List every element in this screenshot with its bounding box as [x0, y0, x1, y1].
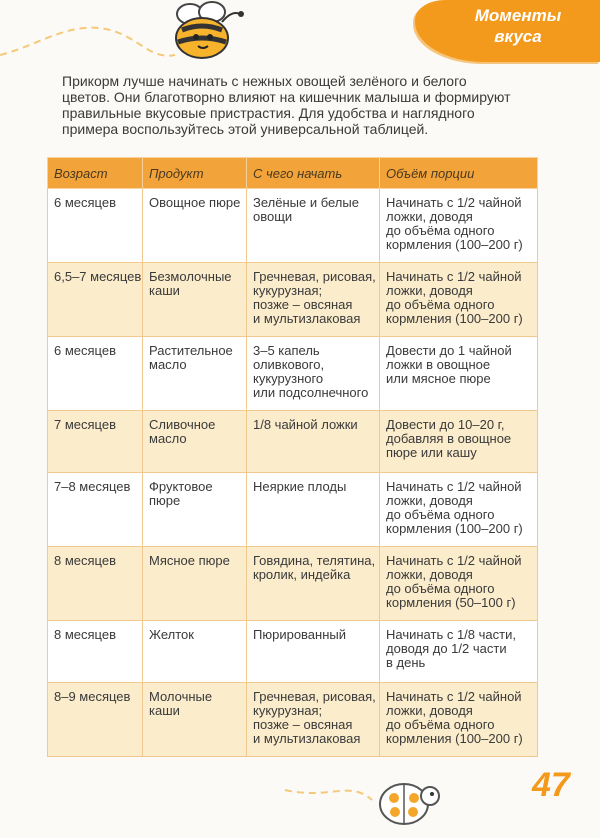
cell-portion-text: кормления (100–200 г) [386, 237, 523, 252]
cell-start-text: позже – овсяная [253, 717, 353, 732]
cell-age-text: 6,5–7 месяцев [54, 269, 142, 284]
cell-portion-text: в день [386, 655, 426, 670]
cell-portion-text: Начинать с 1/2 чайной [386, 479, 522, 494]
cell-product-text: Сливочное [149, 417, 216, 432]
cell-portion-text: ложки в овощное [386, 357, 491, 372]
cell-product-text: каши [149, 703, 180, 718]
cell-age [48, 547, 143, 621]
cell-age-text: 7 месяцев [54, 417, 116, 432]
cell-product-text: масло [149, 357, 187, 372]
cell-age [48, 473, 143, 547]
cell-portion-text: Начинать с 1/2 чайной [386, 553, 522, 568]
cell-age [48, 337, 143, 411]
cell-portion-text: кормления (100–200 г) [386, 521, 523, 536]
cell-product-text: масло [149, 431, 187, 446]
cell-start-text: или подсолнечного [253, 385, 369, 400]
header-start: С чего начать [247, 158, 380, 189]
cell-portion-text: Начинать с 1/2 чайной [386, 269, 522, 284]
cell-portion [380, 621, 538, 683]
cell-start [247, 337, 380, 411]
cell-age-text: 7–8 месяцев [54, 479, 131, 494]
feeding-table [47, 157, 538, 757]
cell-portion-text: кормления (50–100 г) [386, 595, 516, 610]
table-header-row [48, 158, 538, 189]
cell-portion-text: добавляя в овощное [386, 431, 512, 446]
cell-portion-text: до объёма одного [386, 581, 495, 596]
cell-portion-text: до объёма одного [386, 297, 495, 312]
cell-start [247, 263, 380, 337]
cell-start-text: и мультизлаковая [253, 731, 361, 746]
cell-portion-text: Довести до 10–20 г, [386, 417, 505, 432]
cell-product-text: Желток [149, 627, 194, 642]
ladybug-icon [372, 770, 442, 830]
cell-product-text: пюре [149, 493, 181, 508]
cell-portion [380, 189, 538, 263]
cell-portion-text: до объёма одного [386, 717, 495, 732]
intro-line: Прикорм лучше начинать с нежных овощей зелёного и белого [62, 73, 467, 89]
cell-start [247, 473, 380, 547]
cell-start-text: кролик, индейка [253, 567, 351, 582]
cell-portion-text: ложки, доводя [386, 567, 473, 582]
cell-start-text: позже – овсяная [253, 297, 353, 312]
cell-product-text: Растительное [149, 343, 233, 358]
cell-portion-text: или мясное пюре [386, 371, 491, 386]
cell-start-text: и мультизлаковая [253, 311, 361, 326]
cell-portion [380, 337, 538, 411]
cell-portion-text: кормления (100–200 г) [386, 311, 523, 326]
table-row [48, 411, 538, 473]
cell-start-text: овощи [253, 209, 293, 224]
cell-portion [380, 683, 538, 757]
badge-title-line2: вкуса [494, 27, 542, 46]
section-badge [415, 0, 600, 62]
table-row [48, 473, 538, 547]
cell-product-text: Молочные [149, 689, 213, 704]
cell-age-text: 8 месяцев [54, 553, 116, 568]
cell-portion-text: ложки, доводя [386, 703, 473, 718]
cell-age [48, 621, 143, 683]
cell-age-text: 6 месяцев [54, 195, 116, 210]
cell-product [143, 263, 247, 337]
cell-portion-text: до объёма одного [386, 223, 495, 238]
cell-age [48, 683, 143, 757]
cell-age-text: 8–9 месяцев [54, 689, 131, 704]
table-row [48, 189, 538, 263]
cell-product-text: Безмолочные [149, 269, 232, 284]
cell-portion [380, 473, 538, 547]
cell-product [143, 683, 247, 757]
cell-age-text: 8 месяцев [54, 627, 116, 642]
badge-title-line1: Моменты [474, 6, 562, 25]
cell-start-text: Гречневая, рисовая, [253, 269, 376, 284]
cell-portion [380, 263, 538, 337]
cell-product [143, 337, 247, 411]
cell-start-text: кукурузная; [253, 283, 323, 298]
table-row [48, 263, 538, 337]
cell-product-text: Мясное пюре [149, 553, 230, 568]
cell-start-text: Неяркие плоды [253, 479, 347, 494]
cell-start [247, 547, 380, 621]
cell-product-text: каши [149, 283, 180, 298]
cell-start-text: Гречневая, рисовая, [253, 689, 376, 704]
header-product: Продукт [143, 158, 247, 189]
cell-start-text: 3–5 капель [253, 343, 320, 358]
cell-start-text: оливкового, [253, 357, 325, 372]
cell-portion-text: Начинать с 1/2 чайной [386, 195, 522, 210]
intro-paragraph [62, 73, 567, 137]
intro-line: цветов. Они благотворно влияют на кишечник малыша и формируют [62, 89, 511, 105]
cell-portion-text: ложки, доводя [386, 493, 473, 508]
table-row [48, 337, 538, 411]
header-portion: Объём порции [380, 158, 538, 189]
bee-icon [160, 0, 250, 70]
cell-start-text: Говядина, телятина, [253, 553, 376, 568]
cell-portion-text: до объёма одного [386, 507, 495, 522]
page-number: 47 [532, 766, 570, 804]
cell-portion [380, 411, 538, 473]
header-age: Возраст [48, 158, 143, 189]
cell-start-text: кукурузная; [253, 703, 323, 718]
cell-start-text: 1/8 чайной ложки [253, 417, 358, 432]
cell-age [48, 263, 143, 337]
cell-product [143, 621, 247, 683]
cell-product [143, 547, 247, 621]
cell-age [48, 411, 143, 473]
intro-line: примера воспользуйтесь этой универсальной таблицей. [62, 121, 429, 137]
cell-portion-text: Начинать с 1/2 чайной [386, 689, 522, 704]
table-row [48, 683, 538, 757]
cell-start-text: кукурузного [253, 371, 324, 386]
cell-portion-text: доводя до 1/2 части [386, 641, 507, 656]
cell-portion-text: Довести до 1 чайной [386, 343, 512, 358]
cell-start [247, 683, 380, 757]
cell-product [143, 411, 247, 473]
cell-portion-text: пюре или кашу [386, 445, 477, 460]
cell-product-text: Фруктовое [149, 479, 213, 494]
cell-portion-text: ложки, доводя [386, 283, 473, 298]
cell-start [247, 621, 380, 683]
cell-age [48, 189, 143, 263]
cell-start-text: Пюрированный [253, 627, 346, 642]
cell-portion-text: ложки, доводя [386, 209, 473, 224]
cell-age-text: 6 месяцев [54, 343, 116, 358]
table-row [48, 621, 538, 683]
table-row [48, 547, 538, 621]
cell-product-text: Овощное пюре [149, 195, 241, 210]
cell-portion-text: Начинать с 1/8 части, [386, 627, 516, 642]
cell-product [143, 189, 247, 263]
cell-portion-text: кормления (100–200 г) [386, 731, 523, 746]
cell-start [247, 189, 380, 263]
intro-line: правильные вкусовые пристрастия. Для удобства и наглядного [62, 105, 475, 121]
cell-start-text: Зелёные и белые [253, 195, 359, 210]
cell-start [247, 411, 380, 473]
cell-portion [380, 547, 538, 621]
cell-product [143, 473, 247, 547]
